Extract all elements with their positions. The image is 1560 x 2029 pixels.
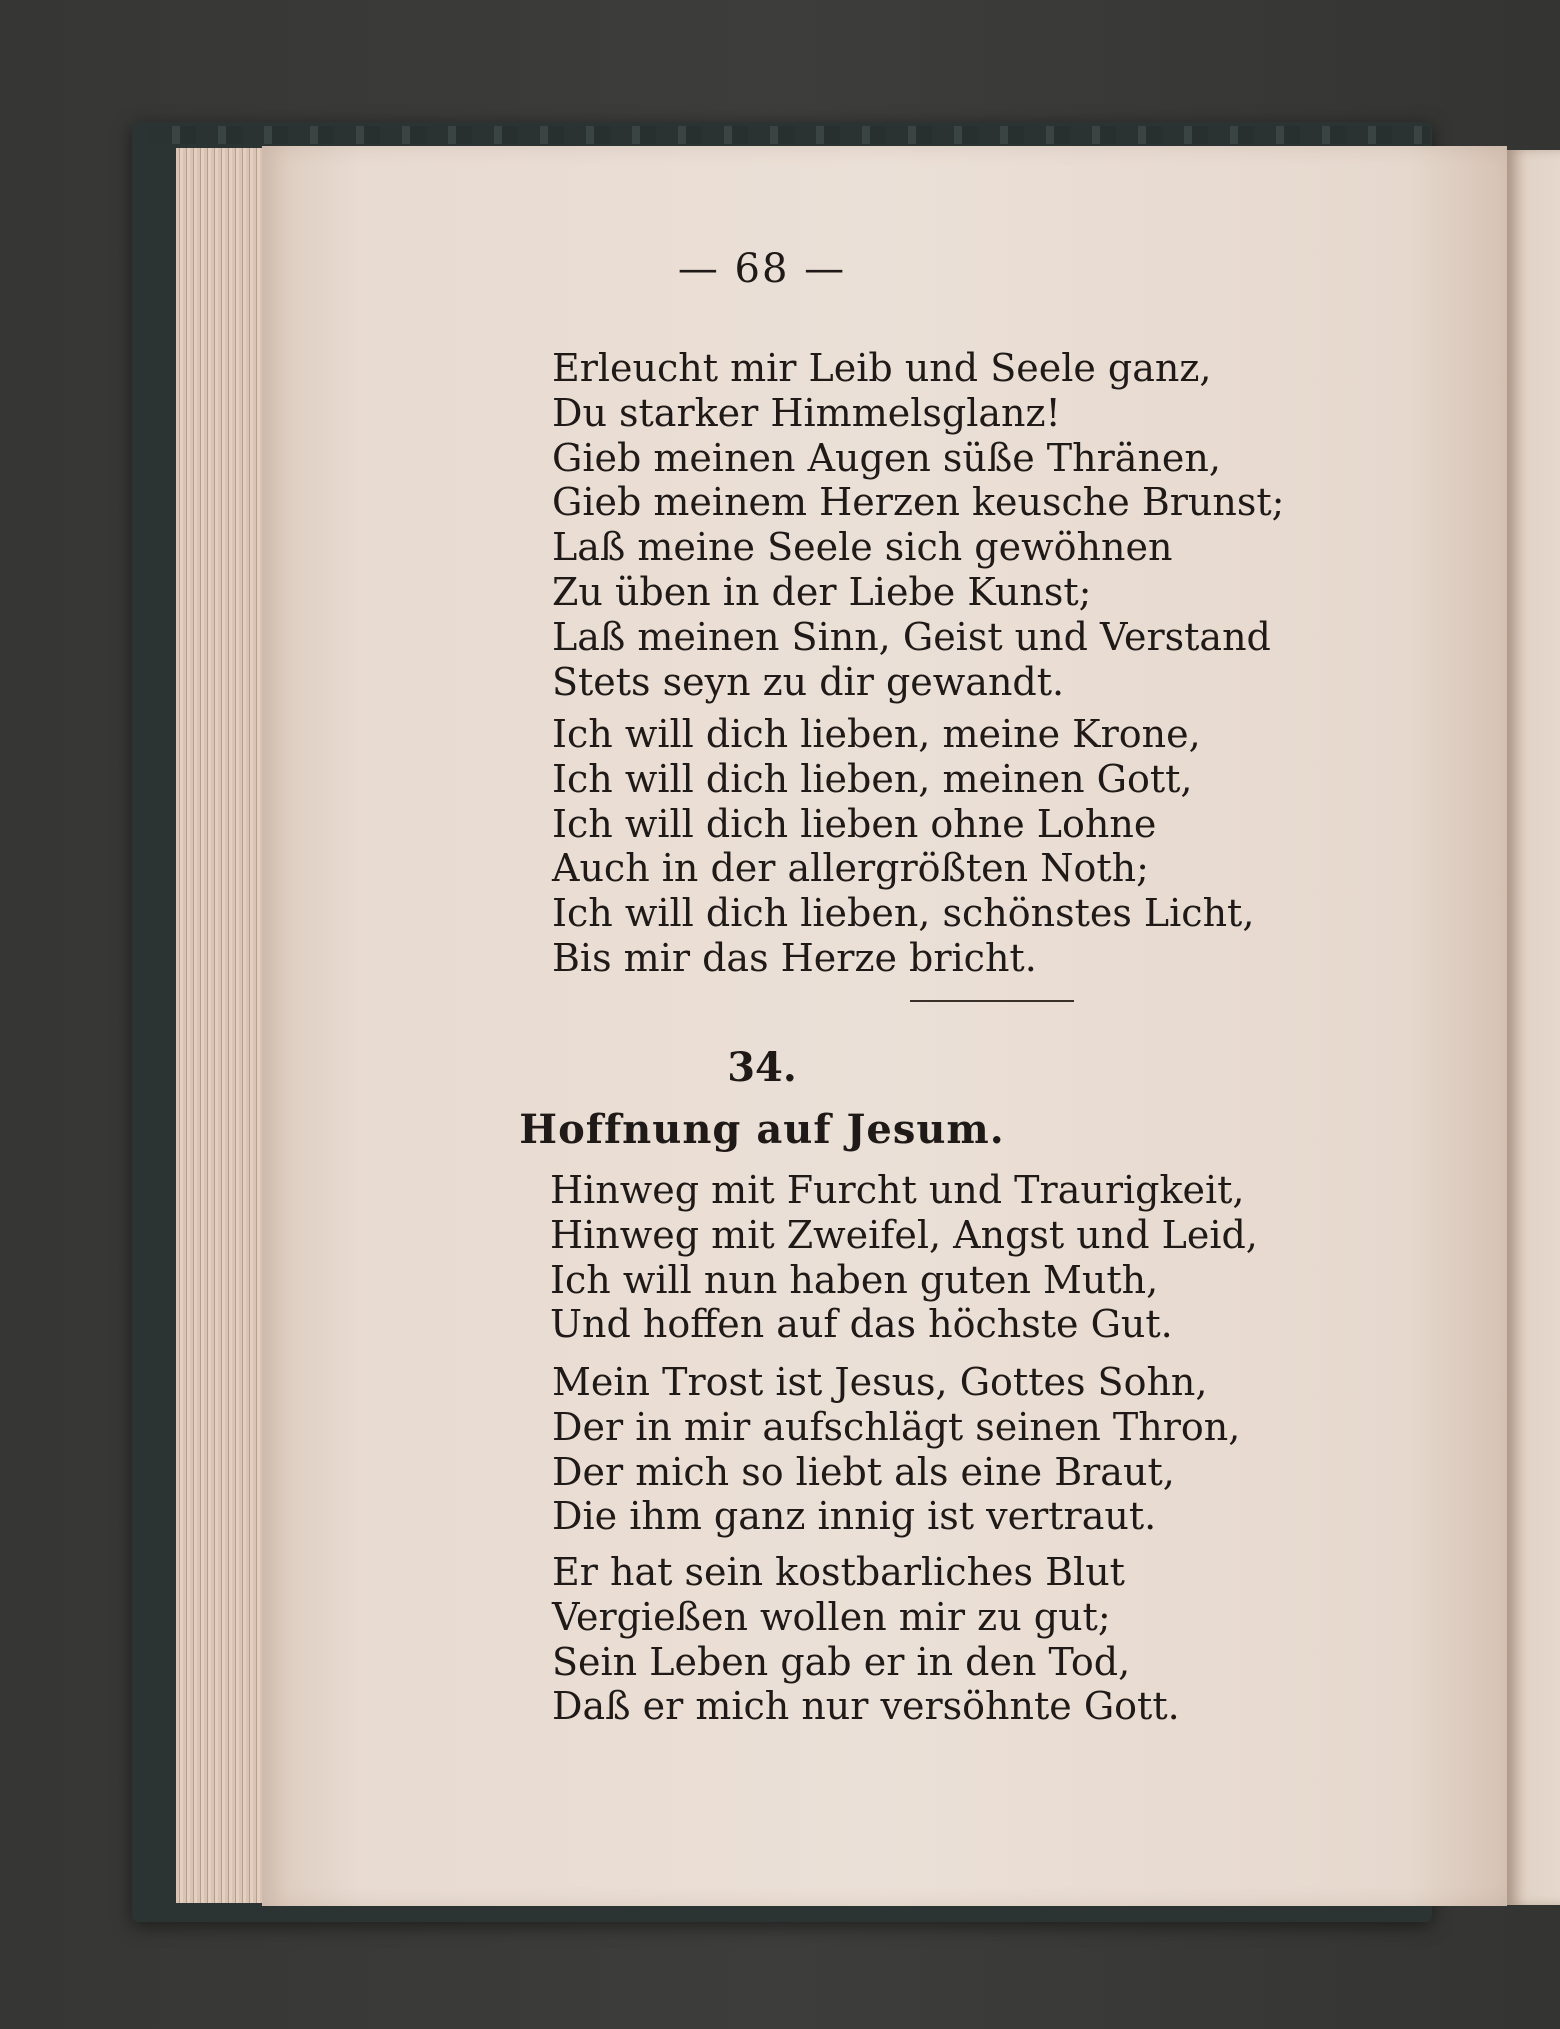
verse-line: Zu üben in der Liebe Kunst; [552, 569, 1092, 614]
verse-line: Ich will nun haben guten Muth, [550, 1257, 1159, 1302]
stanza-3 [550, 1168, 1258, 1347]
cover-edge [150, 126, 1430, 144]
verse-line: Die ihm ganz innig ist vertraut. [552, 1494, 1157, 1539]
verse-line: Hinweg mit Zweifel, Angst und Leid, [550, 1212, 1258, 1257]
verse-line: Stets seyn zu dir gewandt. [552, 659, 1065, 704]
book-page [262, 146, 1507, 1906]
verse-line: Ich will dich lieben, schönstes Licht, [552, 891, 1255, 936]
verse-line: Laß meine Seele sich gewöhnen [552, 525, 1173, 570]
verse-line: Er hat sein kostbarliches Blut [552, 1550, 1125, 1594]
verse-line: Ich will dich lieben, meinen Gott, [552, 756, 1193, 801]
page-text [262, 146, 1507, 1906]
facing-page-edge [1507, 150, 1560, 1905]
hymn-title: Hoffnung auf Jesum. [519, 1106, 1005, 1153]
verse-line: Sein Leben gab er in den Tod, [552, 1639, 1131, 1684]
verse-line: Ich will dich lieben, meine Krone, [552, 712, 1201, 756]
page-number: — 68 — [677, 246, 847, 292]
verse-line: Und hoffen auf das höchste Gut. [550, 1302, 1173, 1347]
stanza-5 [552, 1550, 1180, 1729]
stanza-2 [552, 712, 1254, 981]
verse-line: Laß meinen Sinn, Geist und Verstand [552, 614, 1271, 659]
verse-line: Du starker Himmelsglanz! [552, 390, 1061, 435]
verse-line: Mein Trost ist Jesus, Gottes Sohn, [552, 1360, 1208, 1404]
section-divider [910, 1000, 1074, 1002]
verse-line: Daß er mich nur versöhnte Gott. [552, 1684, 1180, 1729]
hymn-number: 34. [727, 1044, 797, 1091]
verse-line: Ich will dich lieben ohne Lohne [552, 801, 1157, 846]
verse-line: Vergießen wollen mir zu gut; [552, 1594, 1111, 1639]
verse-line: Der in mir aufschlägt seinen Thron, [552, 1404, 1241, 1449]
verse-line: Gieb meinen Augen süße Thränen, [552, 435, 1221, 480]
verse-line: Bis mir das Herze bricht. [552, 935, 1037, 980]
verse-line: Der mich so liebt als eine Braut, [552, 1449, 1175, 1494]
verse-line: Hinweg mit Furcht und Traurigkeit, [550, 1168, 1245, 1212]
verse-line: Gieb meinem Herzen keusche Brunst; [552, 480, 1285, 525]
stanza-1 [552, 346, 1284, 704]
verse-line: Erleucht mir Leib und Seele ganz, [552, 346, 1212, 390]
stanza-4 [552, 1360, 1240, 1539]
verse-line: Auch in der allergrößten Noth; [552, 846, 1149, 891]
